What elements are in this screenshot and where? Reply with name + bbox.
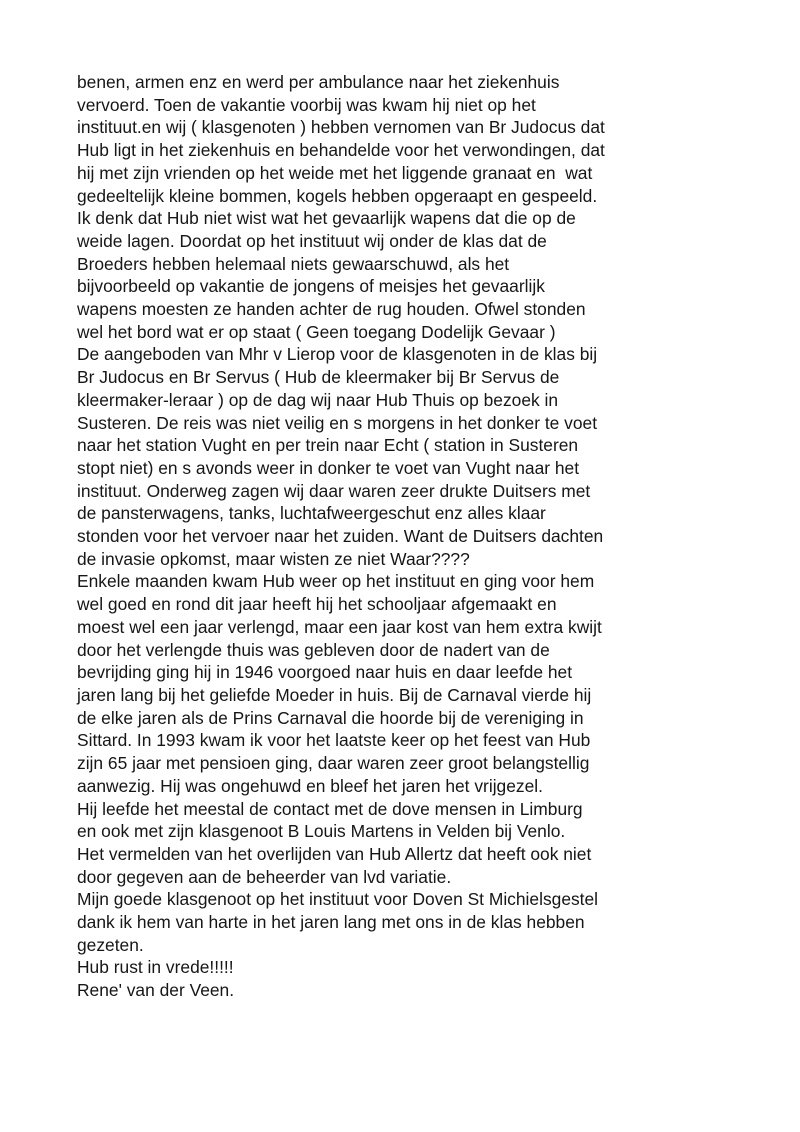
text-line: instituut.en wij ( klasgenoten ) hebben vernomen van Br Judocus dat bbox=[77, 117, 605, 138]
text-line: vervoerd. Toen de vakantie voorbij was kwam hij niet op het bbox=[77, 94, 536, 115]
text-line: stonden voor het vervoer naar het zuiden. Want de Duitsers dachten bbox=[77, 526, 604, 547]
text-line: hij met zijn vrienden op het weide met het liggende granaat en wat bbox=[77, 162, 593, 183]
text-line: benen, armen enz en werd per ambulance naar het ziekenhuis bbox=[77, 72, 560, 92]
text-line: gezeten. bbox=[77, 934, 144, 955]
text-line: wel het bord wat er op staat ( Geen toegang Dodelijk Gevaar ) bbox=[77, 321, 556, 342]
text-line: Enkele maanden kwam Hub weer op het instituut en ging voor hem bbox=[77, 571, 595, 592]
text-line: De aangeboden van Mhr v Lierop voor de klasgenoten in de klas bij bbox=[77, 344, 598, 365]
text-line: Br Judocus en Br Servus ( Hub de kleermaker bij Br Servus de bbox=[77, 367, 560, 388]
text-line: Het vermelden van het overlijden van Hub Allertz dat heeft ook niet bbox=[77, 843, 592, 864]
text-line: Hub rust in vrede!!!!! bbox=[77, 957, 234, 978]
text-line: en ook met zijn klasgenoot B Louis Martens in Velden bij Venlo. bbox=[77, 821, 566, 842]
text-line: bijvoorbeeld op vakantie de jongens of meisjes het gevaarlijk bbox=[77, 276, 545, 297]
text-line: Ik denk dat Hub niet wist wat het gevaarlijk wapens dat die op de bbox=[77, 208, 576, 229]
text-line: moest wel een jaar verlengd, maar een jaar kost van hem extra kwijt bbox=[77, 616, 602, 637]
text-line: Hij leefde het meestal de contact met de dove mensen in Limburg bbox=[77, 798, 583, 819]
text-line: stopt niet) en s avonds weer in donker te voet van Vught naar het bbox=[77, 457, 580, 478]
text-line: dank ik hem van harte in het jaren lang met ons in de klas hebben bbox=[77, 912, 585, 933]
text-line: bevrijding ging hij in 1946 voorgoed naar huis en daar leefde het bbox=[77, 662, 573, 683]
text-line: gedeeltelijk kleine bommen, kogels hebben opgeraapt en gespeeld. bbox=[77, 185, 598, 206]
text-line: de elke jaren als de Prins Carnaval die hoorde bij de vereniging in bbox=[77, 707, 584, 728]
text-line: aanwezig. Hij was ongehuwd en bleef het jaren het vrijgezel. bbox=[77, 775, 543, 796]
text-line: Hub ligt in het ziekenhuis en behandelde voor het verwondingen, dat bbox=[77, 140, 605, 161]
text-line: Mijn goede klasgenoot op het instituut voor Doven St Michielsgestel bbox=[77, 889, 599, 910]
text-line: Broeders hebben helemaal niets gewaarschuwd, als het bbox=[77, 253, 510, 274]
text-line: door het verlengde thuis was gebleven door de nadert van de bbox=[77, 639, 550, 660]
text-line: weide lagen. Doordat op het instituut wij onder de klas dat de bbox=[77, 230, 547, 251]
text-line: kleermaker-leraar ) op de dag wij naar Hub Thuis op bezoek in bbox=[77, 389, 559, 410]
text-line: zijn 65 jaar met pensioen ging, daar waren zeer groot belangstellig bbox=[77, 753, 590, 774]
text-line: naar het station Vught en per trein naar Echt ( station in Susteren bbox=[77, 435, 579, 456]
text-line: wel goed en rond dit jaar heeft hij het schooljaar afgemaakt en bbox=[77, 594, 557, 615]
body-text bbox=[77, 71, 767, 1002]
text-line: jaren lang bij het geliefde Moeder in huis. Bij de Carnaval vierde hij bbox=[77, 684, 592, 705]
text-line: Susteren. De reis was niet veilig en s morgens in het donker te voet bbox=[77, 412, 598, 433]
text-line: door gegeven aan de beheerder van lvd variatie. bbox=[77, 866, 452, 887]
text-line: de invasie opkomst, maar wisten ze niet Waar???? bbox=[77, 548, 470, 569]
text-line: de pansterwagens, tanks, luchtafweergeschut enz alles klaar bbox=[77, 503, 546, 524]
text-line: Sittard. In 1993 kwam ik voor het laatste keer op het feest van Hub bbox=[77, 730, 591, 751]
text-line: wapens moesten ze handen achter de rug houden. Ofwel stonden bbox=[77, 299, 586, 320]
text-line: instituut. Onderweg zagen wij daar waren zeer drukte Duitsers met bbox=[77, 480, 591, 501]
signature-line: Rene' van der Veen. bbox=[77, 980, 235, 1001]
